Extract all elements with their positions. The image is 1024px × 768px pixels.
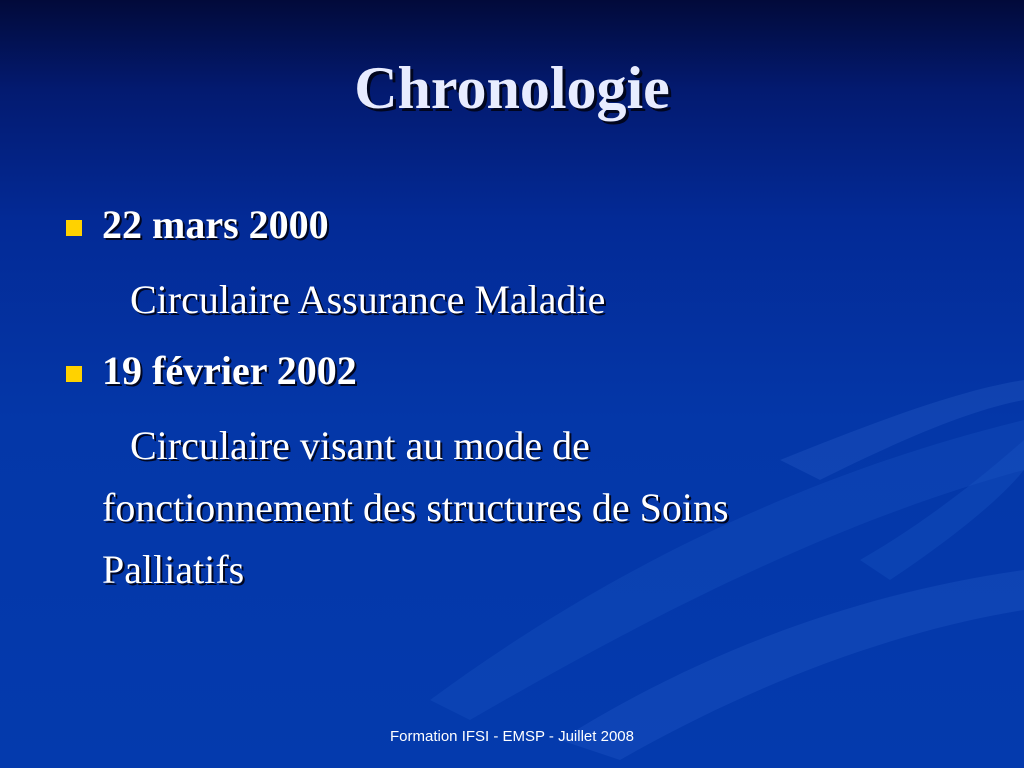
- item-2-description-line-3: Palliatifs: [102, 547, 245, 592]
- slide-title: Chronologie: [354, 55, 670, 121]
- item-1-description: Circulaire Assurance Maladie: [130, 277, 606, 322]
- item-1-date: 22 mars 2000: [102, 202, 329, 247]
- slide-footer: Formation IFSI - EMSP - Juillet 2008: [390, 728, 634, 745]
- bullet-square-icon: [66, 366, 82, 382]
- item-2-description-line-2: fonctionnement des structures de Soins: [102, 485, 729, 530]
- item-2-date: 19 février 2002: [102, 348, 357, 393]
- bullet-square-icon: [66, 220, 82, 236]
- item-2-description-line-1: Circulaire visant au mode de: [130, 423, 590, 468]
